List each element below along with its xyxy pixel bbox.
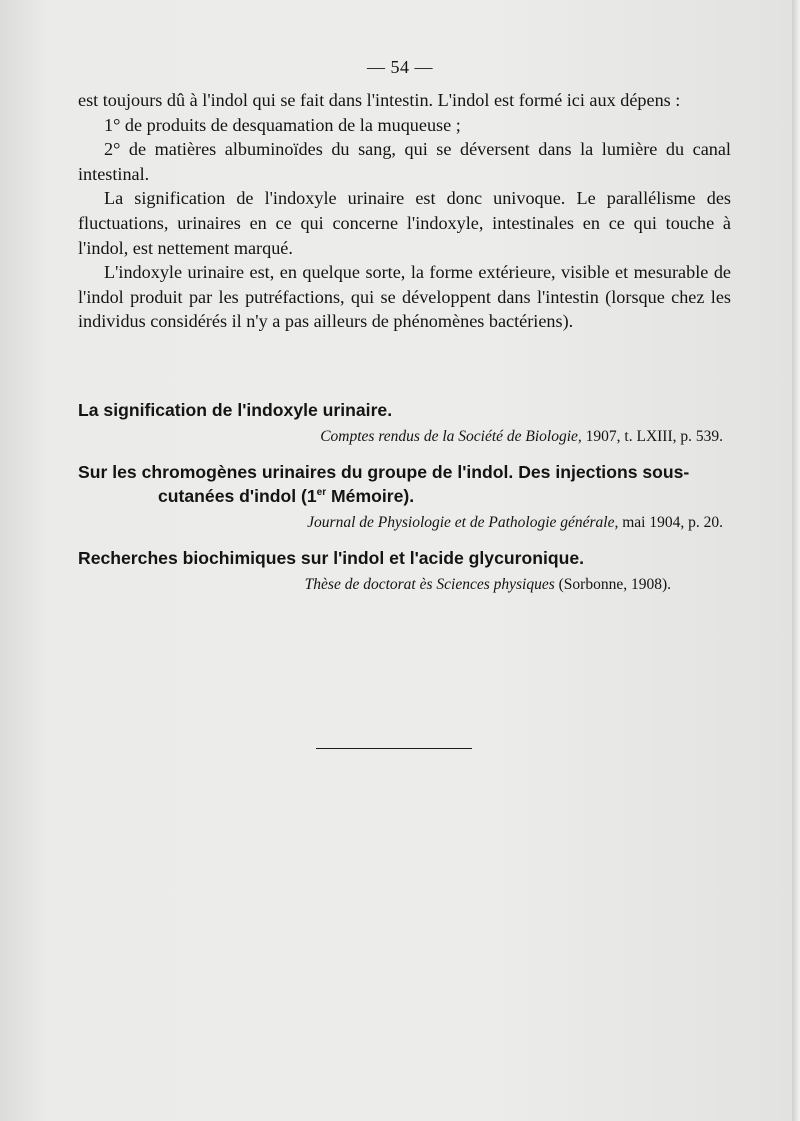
reference-title: Recherches biochimiques sur l'indol et l'acide glycuronique.: [78, 548, 585, 568]
reference-item: [78, 398, 731, 448]
section-end-rule: [316, 748, 472, 749]
paragraph-signification: La signification de l'indoxyle urinaire est donc univoque. Le parallélisme des fluctuations, urinaires en ce qui concerne l'indoxyle, intestinales en ce qui touche à l'indol, est nettement marqué.: [78, 188, 731, 258]
paragraph-indoxyle: L'indoxyle urinaire est, en quelque sorte, la forme extérieure, visible et mesurable de l'indol produit par les putréfactions, qui se développent dans l'intestin (lorsque chez les individus considérés il n'y a pas ailleurs de phénomènes bactériens).: [78, 262, 731, 332]
reference-source-details: (Sorbonne, 1908).: [554, 576, 671, 593]
reference-item: [78, 546, 731, 596]
reference-item: [78, 460, 731, 534]
reference-source-details: 1907, t. LXIII, p. 539.: [581, 428, 723, 445]
reference-source-journal: Comptes rendus de la Société de Biologie,: [320, 428, 582, 445]
reference-title-end: Mémoire).: [326, 486, 415, 506]
reference-source: [78, 512, 723, 534]
reference-source-journal: Journal de Physiologie et de Pathologie générale,: [307, 514, 619, 531]
reference-title-superscript: er: [316, 487, 327, 499]
paragraph-continuation: est toujours dû à l'indol qui se fait dans l'intestin. L'indol est formé ici aux dépens :: [78, 90, 681, 110]
reference-source-details: mai 1904, p. 20.: [618, 514, 723, 531]
list-item-1: 1° de produits de desquamation de la muqueuse ;: [104, 114, 461, 135]
page-edge-shadow: [792, 0, 800, 1121]
reference-title: La signification de l'indoxyle urinaire.: [78, 400, 393, 420]
reference-source: [78, 574, 671, 596]
reference-title-text: Sur les chromogènes urinaires du groupe de l'indol. Des injections sous-cutanées d'indol (1: [78, 462, 690, 506]
references-list: [78, 398, 731, 608]
page-number: — 54 —: [367, 57, 433, 77]
body-text: [78, 88, 731, 334]
reference-source: [78, 426, 723, 448]
list-item-2: 2° de matières albuminoïdes du sang, qui se déversent dans la lumière du canal intestinal.: [78, 139, 731, 184]
reference-title: [78, 460, 731, 508]
reference-source-thesis: Thèse de doctorat ès Sciences physiques: [304, 576, 555, 593]
